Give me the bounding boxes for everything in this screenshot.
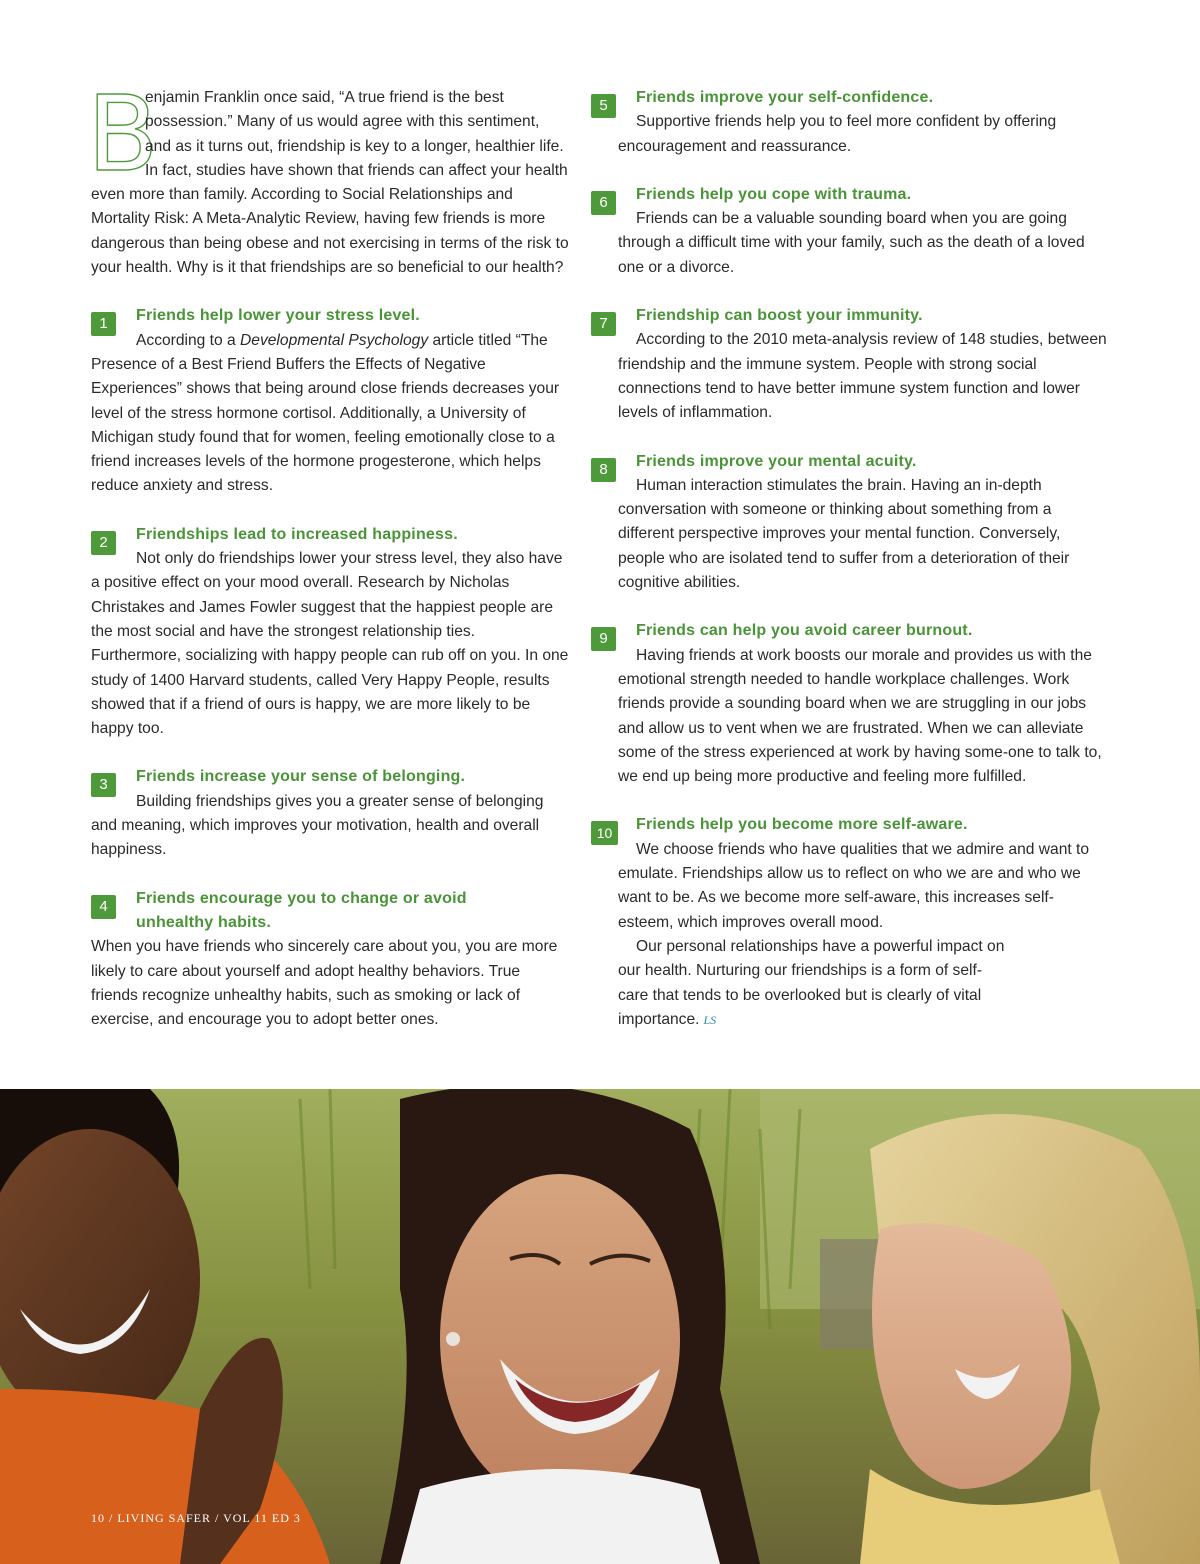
section-body: Not only do friendships lower your stress level, they also have a positive effect on your mood overall. Research by Nicholas Christakes and James Fowler suggest that the happiest people are the most social and have the strongest relationship ties. Furthermore, socializing with happy people can rub off on you. In one study of 1400 Harvard students, called Very Happy People, results showed that if a friend of ours is happy, we are more likely to be happy too.: [91, 550, 569, 738]
section-body: We choose friends who have qualities that we admire and want to emulate. Friendships allow us to reflect on who we are and who we want to be. As we become more self-aware, this increases self-esteem, which improves overall mood.: [618, 840, 1090, 931]
section-body: Having friends at work boosts our morale and provides us with the emotional strength needed to handle workplace challenges. Work friends provide a sounding board when we are struggling in our jobs and allow us to vent when we are frustrated. When we can alleviate some of the stress experienced at work by having some-one to talk to, we end up being more productive and feeling more fulfilled.: [618, 646, 1102, 786]
section-6: [599, 183, 1108, 280]
end-mark-logo: LS: [703, 1012, 717, 1027]
section-body: Friends can be a valuable sounding board when you are going through a difficult time with your family, such as the death of a loved one or a divorce.: [618, 210, 1085, 276]
section-body: Human interaction stimulates the brain. Having an in-depth conversation with someone or thinking about something from a different perspective improves your mental function. Conversely, people who are isolated tend to suffer from a deterioration of their cognitive abilities.: [618, 476, 1070, 592]
drop-cap: B: [87, 73, 159, 195]
section-9: [599, 619, 1108, 789]
section-heading: Friends increase your sense of belonging.: [136, 768, 466, 786]
section-heading: Friends help you become more self-aware.: [636, 816, 968, 834]
section-heading: Friendships lead to increased happiness.: [136, 525, 458, 543]
friends-laughing-photo: [0, 1089, 1200, 1564]
section-number-badge: 10: [591, 821, 618, 845]
section-heading: Friends improve your self-confidence.: [636, 89, 934, 106]
section-number-badge: 9: [591, 627, 616, 651]
section-number-badge: 2: [91, 531, 116, 555]
section-body: According to a Developmental Psychology article titled “The Presence of a Best Friend Buffers the Effects of Negative Experiences” shows that being around close friends decreases your level of the stress hormone cortisol. Additionally, a University of Michigan study found that for women, feeling emotionally close to a friend increases levels of the hormone progesterone, which helps reduce anxiety and stress.: [91, 331, 560, 495]
intro-paragraph: [87, 73, 569, 280]
section-8: [599, 450, 1108, 596]
section-7: [599, 304, 1108, 425]
left-column: [87, 73, 569, 1032]
section-number-badge: 8: [591, 458, 616, 482]
section-10: [596, 813, 1108, 1032]
section-body: Supportive friends help you to feel more confident by offering encouragement and reassurance.: [618, 113, 1057, 155]
intro-text: enjamin Franklin once said, “A true friend is the best possession.” Many of us would agree with this sentiment, and as it turns out, friendship is key to a longer, healthier life. In fact, studies have shown that friends can affect your health even more than family. According to Social Relationships and Mortality Risk: A Meta-Analytic Review, having few friends is more dangerous than being obese and not exercising in terms of the risk to your health. Why is it that friendships are so beneficial to our health?: [91, 89, 569, 277]
section-number-badge: 7: [591, 312, 616, 336]
section-1: [91, 304, 569, 498]
section-body: Building friendships gives you a greater sense of belonging and meaning, which improves your motivation, health and overall happiness.: [91, 792, 544, 859]
section-number-badge: 3: [91, 773, 116, 797]
section-number-badge: 5: [591, 94, 616, 118]
section-number-badge: 1: [91, 312, 116, 336]
section-body: When you have friends who sincerely care about you, you are more likely to care about yourself and adopt healthy behaviors. True friends recognize unhealthy habits, such as smoking or lack of exercise, and encourage you to adopt better ones.: [91, 938, 558, 1029]
journal-title: Developmental Psychology: [240, 331, 429, 349]
section-number-badge: 6: [591, 191, 616, 215]
section-heading: Friends help you cope with trauma.: [636, 185, 912, 203]
section-heading: Friends improve your mental acuity.: [636, 452, 917, 470]
section-3: [91, 765, 569, 862]
section-heading: Friendship can boost your immunity.: [636, 307, 923, 325]
right-column: [596, 86, 1108, 1032]
closing-paragraph: Our personal relationships have a powerful impact on our health. Nurturing our friendships is a form of self-care that tends to be overlooked but is clearly of vital importance. LS: [618, 937, 1005, 1028]
section-5: [599, 86, 1108, 159]
section-body: According to the 2010 meta-analysis review of 148 studies, between friendship and the immune system. People with strong social connections tend to have better immune system function and lower levels of inflammation.: [618, 331, 1107, 422]
page-footer: 10 / LIVING SAFER / VOL 11 ED 3: [91, 1511, 301, 1525]
section-4: [91, 887, 569, 1033]
section-heading: Friends encourage you to change or avoid unhealthy habits.: [136, 889, 467, 931]
section-heading: Friends help lower your stress level.: [136, 307, 420, 325]
section-2: [91, 523, 569, 742]
section-heading: Friends can help you avoid career burnout.: [636, 622, 973, 640]
section-number-badge: 4: [91, 895, 116, 919]
